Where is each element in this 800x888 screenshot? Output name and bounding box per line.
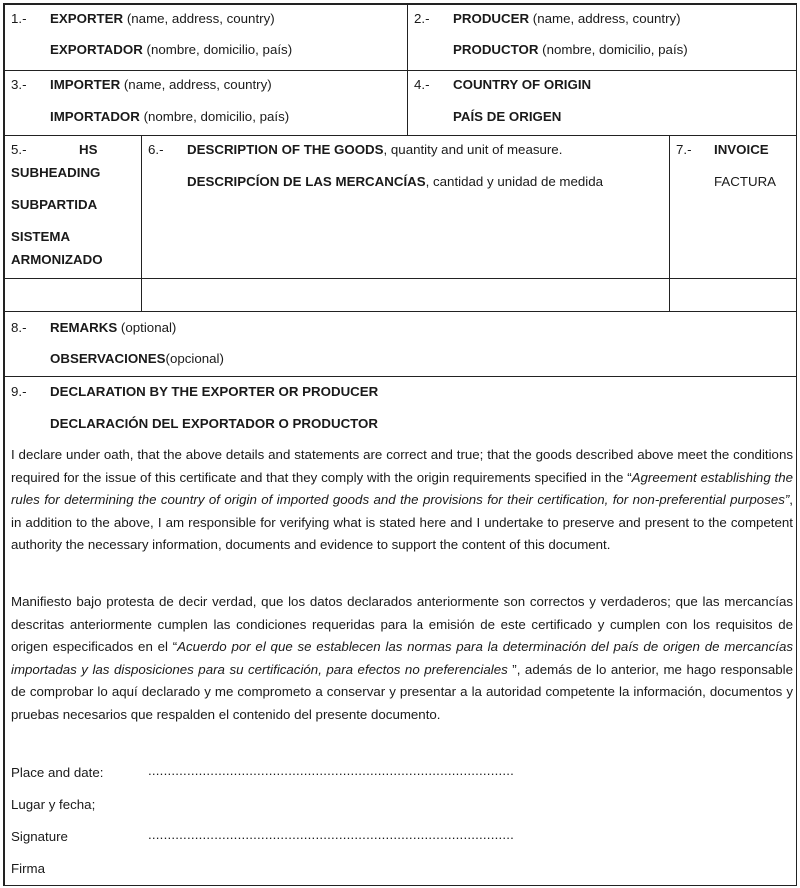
box-importer [4,70,408,136]
invoice-entry-cell[interactable] [669,278,797,312]
country-of-origin-label-en: COUNTRY OF ORIGIN [453,77,592,92]
signature-field[interactable]: .............................................................................................. [148,827,515,842]
box-number: 7.- [676,142,692,157]
declaration-title-en: DECLARATION BY THE EXPORTER OR PRODUCER [50,384,379,399]
producer-label-en: PRODUCER (name, address, country) [453,11,681,26]
lugar-y-fecha-label: Lugar y fecha; [11,797,96,812]
box-number: 1.- [11,11,27,26]
box-number: 2.- [414,11,430,26]
remarks-label-en: REMARKS (optional) [50,320,177,335]
invoice-label: INVOICE [714,142,769,157]
producer-label-es: PRODUCTOR (nombre, domicilio, país) [453,42,688,57]
box-number: 5.- [11,142,27,157]
country-of-origin-label-es: PAÍS DE ORIGEN [453,109,562,124]
box-hs-subheading [4,135,142,279]
declaration-text-en: I declare under oath, that the above details and statements are correct and true; that the goods described above meet the conditions required for the issue of this certificate and that they comply with the origin requirements specified in the “Agreement establishing the rules for determining the country of origin of imported goods and the provisions for their certification, for non-preferential purposes”, in addition to the above, I am responsible for verifying what is stated here and I undertake to preserve and present to the competent authority the necessary information, documents and evidence to support the content of this document. [11,447,794,552]
description-label-es: DESCRIPCÍON DE LAS MERCANCÍAS, cantidad y unidad de medida [187,174,604,189]
place-and-date-label: Place and date: [11,765,104,780]
box-declaration [4,376,797,886]
armonizado-label: ARMONIZADO [11,252,103,267]
remarks-label-es: OBSERVACIONES(opcional) [50,351,224,366]
box-number: 4.- [414,77,430,92]
box-exporter [4,4,408,71]
box-remarks [4,311,797,377]
sistema-label: SISTEMA [11,229,71,244]
declaration-title-es: DECLARACIÓN DEL EXPORTADOR O PRODUCTOR [50,416,379,431]
hs-entry-cell[interactable] [4,278,142,312]
importer-label-es: IMPORTADOR (nombre, domicilio, país) [50,109,290,124]
subpartida-label: SUBPARTIDA [11,197,98,212]
description-label-en: DESCRIPTION OF THE GOODS, quantity and unit of measure. [187,142,563,157]
box-producer [407,4,797,71]
firma-label: Firma [11,861,45,876]
description-entry-cell[interactable] [141,278,670,312]
declaration-text-es: Manifiesto bajo protesta de decir verdad, que los datos declarados anteriormente son correctos y verdaderos; que las mercancías descritas anteriormente cumplen las condiciones requeridas para la emisión de este certificado y cumplen con los requisitos de origen especificados en el “Acuerdo por el que se establecen las normas para la determinación del país de origen de mercancías importadas y las disposiciones para su certificación, para efectos no preferenciales ”, además de lo anterior, me hago responsable de comprobar lo aquí declarado y me comprometo a conservar y presentar a la autoridad competente la información, documentos y pruebas necesarios que respalden el contenido del presente documento. [11,594,793,722]
place-and-date-field[interactable]: .............................................................................................. [148,763,515,778]
subheading-label: SUBHEADING [11,165,101,180]
factura-label: FACTURA [714,174,777,189]
box-country-of-origin [407,70,797,136]
box-number: 9.- [11,384,27,399]
box-invoice [669,135,797,279]
exporter-label-es: EXPORTADOR (nombre, domicilio, país) [50,42,293,57]
box-description-of-goods [141,135,670,279]
hs-label: HS [79,142,98,157]
signature-label: Signature [11,829,68,844]
certificate-of-origin-form [3,3,797,886]
importer-label-en: IMPORTER (name, address, country) [50,77,272,92]
box-number: 8.- [11,320,27,335]
box-number: 3.- [11,77,27,92]
box-number: 6.- [148,142,164,157]
exporter-label-en: EXPORTER (name, address, country) [50,11,275,26]
